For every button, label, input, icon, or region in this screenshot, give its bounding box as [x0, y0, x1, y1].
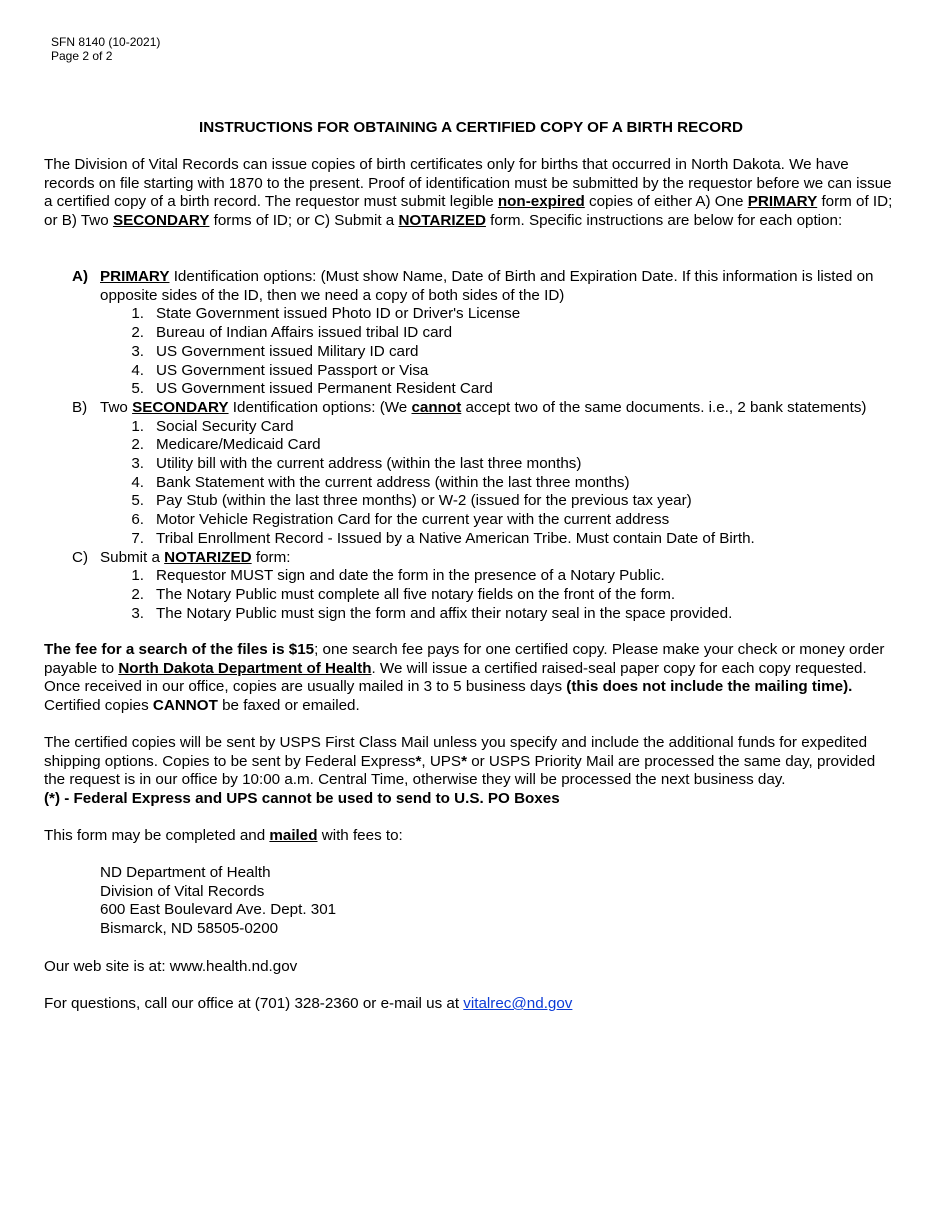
list-item: 1. State Government issued Photo ID or Driver's License [131, 305, 521, 323]
list-item: 4. US Government issued Passport or Visa [131, 361, 429, 379]
list-item: 5. Pay Stub (within the last three months) or W-2 (issued for the previous tax year) [131, 492, 692, 510]
list-item: 1. Requestor MUST sign and date the form in the presence of a Notary Public. [131, 567, 665, 585]
form-number: SFN 8140 (10-2021) [51, 35, 161, 49]
list-item: 5. US Government issued Permanent Resident Card [131, 380, 493, 398]
section-c-heading: Submit a NOTARIZED form: [100, 548, 291, 566]
website-line: Our web site is at: www.health.nd.gov [44, 958, 298, 975]
page-number: Page 2 of 2 [51, 49, 113, 63]
fee-paragraph: The fee for a search of the files is $15; one search fee pays for one certified copy. Please make your check or money order payable to North Dakota Department of Health. We will issue a certified raised-seal paper copy for each copy requested. Once received in our office, copies are usually mailed in 3 to 5 business days (this does not include the mailing time). Certified copies CANNOT be faxed or emailed. [44, 641, 885, 715]
list-item: 2. Bureau of Indian Affairs issued tribal ID card [131, 324, 453, 342]
list-item: 7. Tribal Enrollment Record - Issued by a Native American Tribe. Must contain Date of Birth. [131, 529, 755, 547]
email-link[interactable]: vitalrec@nd.gov [463, 995, 573, 1012]
list-item: 3. The Notary Public must sign the form and affix their notary seal in the space provided. [131, 604, 733, 622]
list-item: 3. Utility bill with the current address (within the last three months) [131, 455, 582, 473]
fee-amount: The fee for a search of the files is $15 [44, 641, 315, 658]
section-c-marker: C) [72, 548, 89, 566]
list-item: 2. The Notary Public must complete all five notary fields on the front of the form. [131, 585, 676, 603]
list-item: 2. Medicare/Medicaid Card [131, 436, 321, 454]
notarized-emphasis: NOTARIZED [398, 212, 486, 230]
primary-id-list [100, 305, 904, 399]
shipping-note: (*) - Federal Express and UPS cannot be used to send to U.S. PO Boxes [44, 790, 560, 808]
list-item: 6. Motor Vehicle Registration Card for the current year with the current address [131, 511, 670, 529]
intro-paragraph: The Division of Vital Records can issue copies of birth certificates only for births that occurred in North Dakota. We have records on file starting with 1870 to the present. Proof of identification must be submitted by the requestor before we can issue a certified copy of a birth record. The requestor must submit legible non-expired copies of either A) One PRIMARY form of ID; or B) Two SECONDARY forms of ID; or C) Submit a NOTARIZED form. Specific instructions are below for each option: [44, 156, 893, 230]
mailing-address: ND Department of Health Division of Vital Records 600 East Boulevard Ave. Dept. 301 Bismarck, ND 58505-0200 [100, 864, 337, 938]
form-identifier [51, 35, 160, 63]
primary-emphasis: PRIMARY [747, 193, 818, 211]
secondary-emphasis: SECONDARY [112, 212, 210, 230]
non-expired-emphasis: non-expired [497, 193, 585, 211]
section-b-secondary [44, 399, 904, 549]
notarized-steps-list [100, 567, 904, 623]
mailing-instruction: This form may be completed and mailed with fees to: [44, 827, 403, 844]
contact-line: For questions, call our office at (701) 328-2360 or e-mail us at vitalrec@nd.gov [44, 995, 573, 1012]
page-title: INSTRUCTIONS FOR OBTAINING A CERTIFIED COPY OF A BIRTH RECORD [199, 119, 743, 136]
shipping-paragraph: The certified copies will be sent by USPS First Class Mail unless you specify and include the additional funds for expedited shipping options. Copies to be sent by Federal Express*, UPS* or USPS Priority Mail are processed the same day, provided the request is in our office by 10:00 a.m. Central Time, otherwise they will be processed the next business day. (*) - Federal Express and UPS cannot be used to send to U.S. PO Boxes [44, 734, 876, 808]
section-a-marker: A) [72, 268, 89, 285]
id-options-list [44, 268, 904, 623]
section-b-marker: B) [72, 398, 88, 416]
section-b-heading: Two SECONDARY Identification options: (We cannot accept two of the same documents. i.e., 2 bank statements) [100, 398, 867, 416]
payee-name: North Dakota Department of Health [118, 659, 372, 677]
list-item: 1. Social Security Card [131, 417, 294, 435]
list-item: 4. Bank Statement with the current address (within the last three months) [131, 473, 630, 491]
list-item: 3. US Government issued Military ID card [131, 342, 419, 360]
secondary-id-list [100, 418, 904, 549]
section-c-notarized [44, 549, 904, 624]
section-a-primary [44, 268, 904, 399]
section-a-heading: PRIMARY Identification options: (Must show Name, Date of Birth and Expiration Date. If this information is listed on opposite sides of the ID, then we need a copy of both sides of the ID) [100, 268, 874, 304]
